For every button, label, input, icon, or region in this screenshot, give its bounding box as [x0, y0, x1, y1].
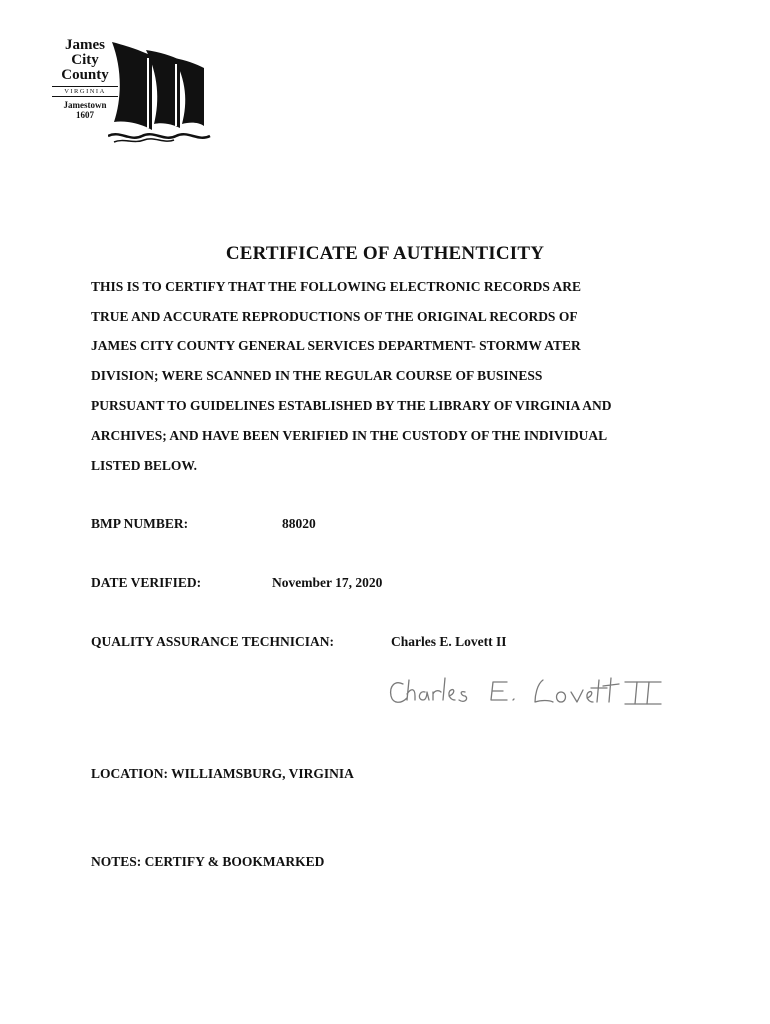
james-city-county-logo [52, 38, 212, 148]
certificate-body-line: DIVISION; WERE SCANNED IN THE REGULAR COURSE OF BUSINESS [91, 368, 543, 383]
certificate-body-line: PURSUANT TO GUIDELINES ESTABLISHED BY THE LIBRARY OF VIRGINIA AND [91, 398, 612, 413]
certificate-body-line: LISTED BELOW. [91, 458, 198, 473]
location-line: LOCATION: WILLIAMSBURG, VIRGINIA [91, 766, 354, 781]
logo-name-line: James [65, 37, 105, 53]
date-verified-label: DATE VERIFIED: [91, 575, 202, 590]
logo-state: VIRGINIA [52, 86, 118, 97]
certificate-title: CERTIFICATE OF AUTHENTICITY [225, 243, 545, 264]
certificate-body-line: JAMES CITY COUNTY GENERAL SERVICES DEPARTMENT- STORMW ATER [91, 338, 581, 353]
qa-technician-label: QUALITY ASSURANCE TECHNICIAN: [91, 634, 335, 649]
certificate-body-line: THIS IS TO CERTIFY THAT THE FOLLOWING ELECTRONIC RECORDS ARE [91, 279, 582, 294]
notes-line: NOTES: CERTIFY & BOOKMARKED [91, 854, 325, 869]
certificate-body-line: TRUE AND ACCURATE REPRODUCTIONS OF THE ORIGINAL RECORDS OF [91, 309, 578, 324]
logo-tag-line: 1607 [76, 110, 94, 120]
date-verified-value: November 17, 2020 [272, 575, 383, 590]
logo-tag-line: Jamestown [63, 100, 107, 110]
handwritten-signature [385, 672, 665, 716]
sailing-ships-icon [108, 38, 212, 144]
bmp-number-label: BMP NUMBER: [91, 516, 189, 531]
logo-name-line: County [61, 67, 109, 83]
qa-technician-value: Charles E. Lovett II [391, 634, 507, 649]
bmp-number-value: 88020 [282, 516, 316, 531]
logo-name-line: City [71, 52, 99, 68]
certificate-body-line: ARCHIVES; AND HAVE BEEN VERIFIED IN THE CUSTODY OF THE INDIVIDUAL [91, 428, 608, 443]
